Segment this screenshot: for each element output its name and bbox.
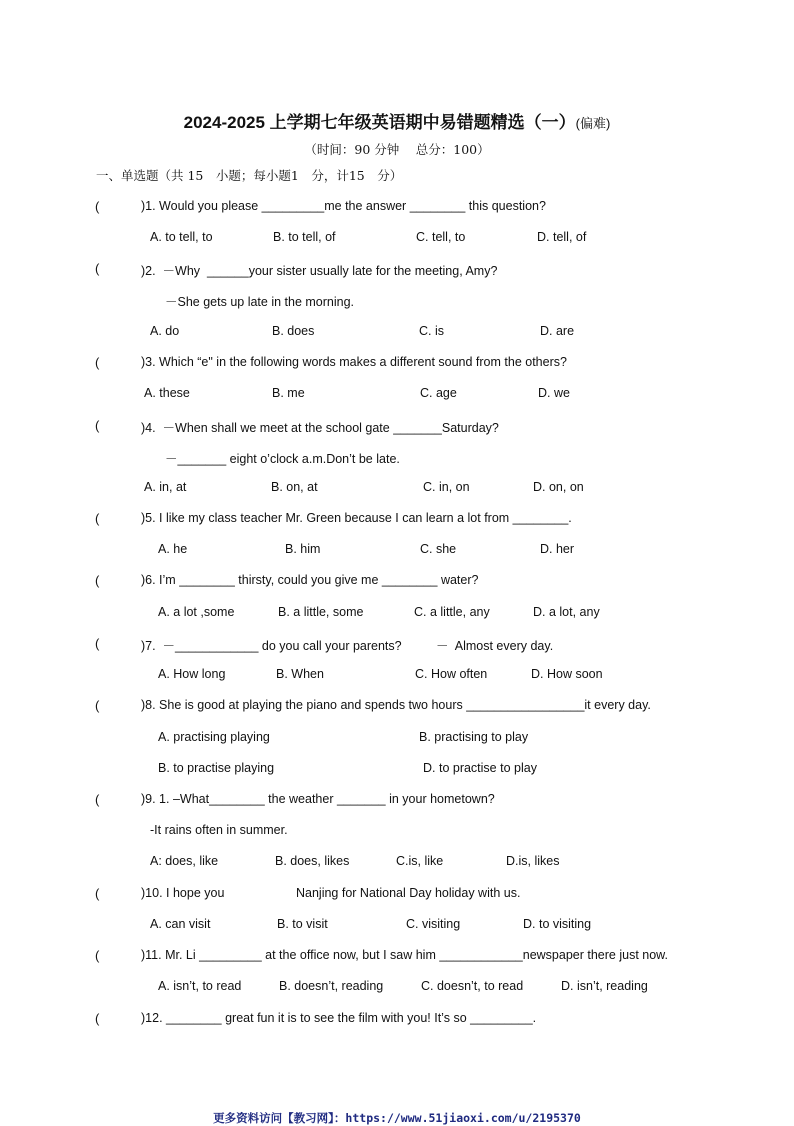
answer-paren: ( [95, 886, 100, 901]
answer-paren: ( [95, 1011, 100, 1026]
answer-paren: ( [95, 948, 100, 963]
option-b: B. doesn’t, reading [279, 979, 384, 993]
option-b: B. a little, some [278, 605, 364, 619]
answer-paren: ( [95, 199, 100, 214]
option-a: A. these [144, 386, 190, 400]
answer-paren: ( [95, 418, 100, 433]
option-a: A. to tell, to [150, 230, 213, 244]
option-a: A. in, at [144, 480, 187, 494]
option-a: A. do [150, 324, 180, 338]
question-stem: )12. ________ great fun it is to see the film with you! It’s so _________. [141, 1011, 537, 1025]
answer-paren: ( [95, 573, 100, 588]
option-d: D.is, likes [506, 854, 560, 868]
question-stem: )2. －Why ______your sister usually late for the meeting, Amy? [141, 264, 498, 278]
question-line2: -It rains often in summer. [150, 823, 288, 837]
question-line2: －She gets up late in the morning. [165, 295, 355, 309]
answer-paren: ( [95, 698, 100, 713]
question-stem: )10. I hope you [141, 886, 225, 900]
option-d: D. How soon [531, 667, 603, 681]
option-c: C. a little, any [414, 605, 490, 619]
option-c: C. is [419, 324, 444, 338]
option-a: A. can visit [150, 917, 211, 931]
option-c: C.is, like [396, 854, 444, 868]
question-stem: )8. She is good at playing the piano and spends two hours _________________it every day. [141, 698, 651, 712]
option-d: D. tell, of [537, 230, 587, 244]
option-d: D. a lot, any [533, 605, 600, 619]
option-d: D. her [540, 542, 575, 556]
question-stem: )11. Mr. Li _________ at the office now, but I saw him ____________newspaper there just now. [141, 948, 668, 962]
option-b: B. When [276, 667, 324, 681]
exam-meta: （时间：90 分钟 总分：100） [304, 142, 490, 157]
title-note: (偏难) [575, 116, 611, 131]
option-b: B. me [272, 386, 305, 400]
page-title [0, 108, 794, 133]
option-c: C. tell, to [416, 230, 466, 244]
option-b: B. on, at [271, 480, 318, 494]
option-c: C. she [420, 542, 457, 556]
option-d: D. are [540, 324, 575, 338]
answer-paren: ( [95, 355, 100, 370]
option-b: B. to visit [277, 917, 328, 931]
question-stem: )3. Which “e" in the following words makes a different sound from the others? [141, 355, 567, 369]
option-c: C. in, on [423, 480, 470, 494]
option-d: D. we [538, 386, 570, 400]
option-b: B. to tell, of [273, 230, 336, 244]
option-a: A. isn’t, to read [158, 979, 242, 993]
option-b: B. practising to play [419, 730, 529, 744]
option-a: A: does, like [150, 854, 219, 868]
answer-paren: ( [95, 261, 100, 276]
question-stem: )5. I like my class teacher Mr. Green because I can learn a lot from ________. [141, 511, 572, 525]
question-stem: )7. －____________ do you call your parents? [141, 639, 402, 653]
option-a: A. a lot ,some [158, 605, 235, 619]
question-stem-continued: Nanjing for National Day holiday with us. [296, 886, 521, 900]
answer-paren: ( [95, 792, 100, 807]
option-d: D. to visiting [523, 917, 592, 931]
question-stem: )4. －When shall we meet at the school gate _______Saturday? [141, 421, 499, 435]
footer-link-text: 更多资料访问【教习网】：https://www.51jiaoxi.com/u/2195370 [213, 1111, 581, 1125]
option-c: C. doesn’t, to read [421, 979, 524, 993]
answer-paren: ( [95, 636, 100, 651]
option-c: B. to practise playing [158, 761, 275, 775]
question-stem: )6. I’m ________ thirsty, could you give me ________ water? [141, 573, 479, 587]
option-a: A. he [158, 542, 188, 556]
option-c: C. age [420, 386, 457, 400]
option-c: C. visiting [406, 917, 461, 931]
question-stem: )9. 1. –What________ the weather _______ in your hometown? [141, 792, 495, 806]
option-b: B. does, likes [275, 854, 350, 868]
question-stem: )1. Would you please _________me the answer ________ this question? [141, 199, 546, 213]
question-answer-line: － Almost every day. [436, 639, 554, 653]
answer-paren: ( [95, 511, 100, 526]
option-b: B. does [272, 324, 315, 338]
option-d: D. to practise to play [423, 761, 537, 775]
question-line2: －_______ eight o’clock a.m.Don’t be late. [165, 452, 400, 466]
title-text: 2024-2025 上学期七年级英语期中易错题精选（一） [183, 113, 576, 132]
option-a: A. How long [158, 667, 226, 681]
option-c: C. How often [415, 667, 488, 681]
option-d: D. on, on [533, 480, 584, 494]
option-d: D. isn’t, reading [561, 979, 648, 993]
option-a: A. practising playing [158, 730, 270, 744]
option-b: B. him [285, 542, 321, 556]
section-heading: 一、单选题（共 15 小题；每小题1 分，计15 分） [96, 168, 403, 183]
